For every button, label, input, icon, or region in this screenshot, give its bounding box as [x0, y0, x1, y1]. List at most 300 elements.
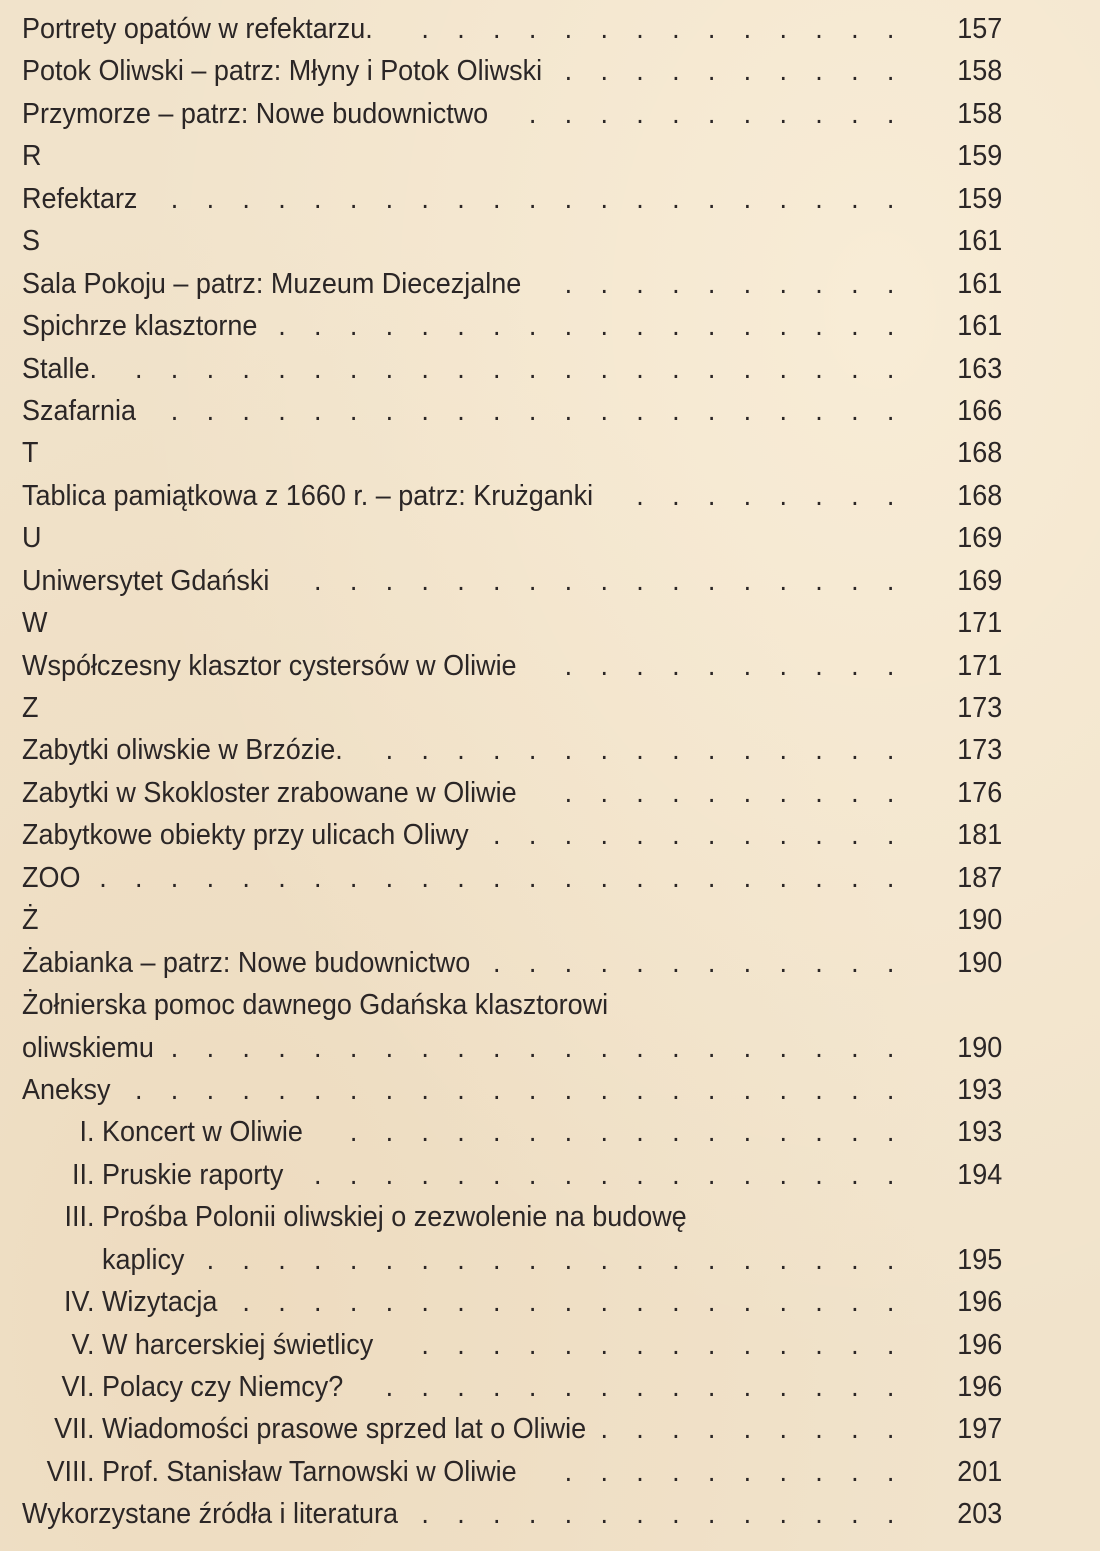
leader-dot: . [672, 1328, 680, 1361]
leader-dot: . [385, 1371, 394, 1403]
leader-dot: . [707, 734, 716, 767]
leader-dot: . [636, 1243, 644, 1276]
leader-dot: . [743, 310, 752, 343]
leader-dot: . [779, 1116, 787, 1149]
dot-leader [22, 178, 1002, 220]
leader-dot: . [743, 352, 752, 385]
leader-dot: . [886, 352, 895, 385]
dot-leader [22, 1154, 1002, 1196]
leader-dot: . [779, 861, 787, 894]
leader-dot: . [600, 649, 608, 682]
leader-dot: . [457, 1073, 465, 1106]
leader-dot: . [743, 649, 752, 682]
toc-entry [22, 390, 1002, 432]
leader-dot: . [851, 310, 859, 343]
leader-dot: . [707, 1328, 716, 1361]
entry-title-text: kaplicy [101, 1243, 185, 1276]
leader-dot: . [564, 1073, 573, 1106]
leader-dot: . [564, 1371, 573, 1403]
leader-dot: . [672, 1498, 680, 1531]
leader-dot: . [636, 97, 644, 130]
leader-dot: . [314, 310, 322, 343]
leader-dot: . [528, 310, 537, 343]
leader-dot: . [457, 1286, 465, 1319]
leader-dot: . [278, 352, 286, 385]
leader-dot: . [851, 1031, 859, 1064]
toc-entry [22, 305, 1002, 347]
leader-dot: . [349, 861, 358, 894]
leader-dot: . [636, 267, 644, 300]
leader-dot: . [636, 1328, 644, 1361]
leader-dot: . [349, 1158, 358, 1191]
entry-title-text: Wizytacja [101, 1286, 218, 1319]
leader-dot: . [600, 1413, 608, 1446]
toc-entry [22, 475, 1002, 517]
leader-dot: . [564, 394, 573, 427]
leader-dot: . [707, 97, 716, 130]
leader-dot: . [707, 1243, 716, 1276]
leader-dot: . [278, 1031, 286, 1064]
leader-dot: . [779, 1073, 787, 1106]
leader-dot: . [815, 352, 823, 385]
dot-leader [22, 1239, 1002, 1281]
leader-dot: . [385, 352, 394, 385]
leader-dot: . [278, 1286, 286, 1319]
leader-dot: . [779, 1158, 787, 1191]
leader-dot: . [743, 479, 752, 512]
toc-entry [22, 135, 1002, 177]
leader-dot: . [672, 564, 680, 597]
leader-dot: . [636, 734, 644, 767]
leader-dot: . [421, 861, 429, 894]
leader-dot: . [314, 394, 322, 427]
leader-dot: . [779, 1243, 787, 1276]
toc-entry [22, 942, 1002, 984]
leader-dot: . [493, 182, 501, 215]
page-number: 193 [957, 1073, 1003, 1106]
leader-dot: . [170, 394, 179, 427]
leader-dot: . [564, 1116, 573, 1149]
leader-dot: . [815, 1371, 823, 1403]
dot-leader [22, 772, 1002, 814]
leader-dot: . [815, 946, 823, 979]
leader-dot: . [134, 352, 143, 385]
leader-dot: . [851, 1371, 859, 1403]
leader-dot: . [851, 55, 859, 88]
leader-dot: . [421, 182, 429, 215]
leader-dot: . [600, 1158, 608, 1191]
leader-dot: . [385, 1073, 394, 1106]
leader-dot: . [707, 946, 716, 979]
leader-dot: . [134, 1073, 143, 1106]
leader-dot: . [851, 564, 859, 597]
leader-dot: . [851, 1073, 859, 1106]
leader-dot: . [851, 1116, 859, 1149]
leader-dot: . [886, 649, 895, 682]
toc-entry [22, 602, 1002, 644]
leader-dot: . [636, 352, 644, 385]
leader-dot: . [886, 1286, 895, 1319]
leader-dot: . [421, 1158, 429, 1191]
leader-dot: . [206, 1243, 215, 1276]
leader-dot: . [564, 1031, 573, 1064]
leader-dot: . [707, 1371, 716, 1403]
leader-dot: . [707, 1498, 716, 1531]
leader-dot: . [851, 1413, 859, 1446]
leader-dot: . [743, 1073, 752, 1106]
page-number: 196 [957, 1286, 1003, 1319]
leader-dot: . [707, 1073, 716, 1106]
leader-dot: . [707, 1286, 716, 1319]
leader-dot: . [493, 1031, 501, 1064]
leader-dot: . [600, 946, 608, 979]
leader-dot: . [564, 734, 573, 767]
toc-entry [22, 517, 1002, 559]
entry-title: Szafarnia [22, 394, 136, 427]
toc-entry [22, 1196, 1002, 1238]
leader-dot: . [743, 734, 752, 767]
leader-dot: . [421, 1243, 429, 1276]
leader-dot: . [493, 564, 501, 597]
leader-dot: . [600, 776, 608, 809]
leader-dot: . [385, 394, 394, 427]
leader-dot: . [99, 861, 107, 894]
toc-entry [22, 560, 1002, 602]
leader-dot: . [385, 1031, 394, 1064]
dot-leader [22, 1451, 1002, 1493]
leader-dot: . [886, 1243, 895, 1276]
page-number: 161 [957, 267, 1003, 300]
leader-dot: . [743, 1116, 752, 1149]
leader-dot: . [779, 97, 787, 130]
leader-dot: . [672, 1371, 680, 1403]
leader-dot: . [349, 1286, 358, 1319]
leader-dot: . [349, 310, 358, 343]
toc-entry [22, 50, 1002, 92]
leader-dot: . [851, 182, 859, 215]
leader-dot: . [600, 1455, 608, 1488]
leader-dot: . [600, 97, 608, 130]
leader-dot: . [636, 1413, 644, 1446]
leader-dot: . [779, 1455, 787, 1488]
leader-dot: . [564, 776, 573, 809]
leader-dot: . [242, 182, 250, 215]
page-number: 158 [957, 97, 1003, 130]
leader-dot: . [743, 13, 752, 45]
leader-dot: . [564, 564, 573, 597]
leader-dot: . [779, 1286, 787, 1319]
leader-dot: . [886, 1116, 895, 1149]
leader-dot: . [886, 394, 895, 427]
leader-dot: . [600, 352, 608, 385]
leader-dot: . [886, 861, 895, 894]
leader-dot: . [779, 13, 787, 45]
leader-dot: . [815, 649, 823, 682]
entry-title-text: Pruskie raporty [101, 1158, 284, 1191]
leader-dot: . [278, 861, 286, 894]
leader-dot: . [851, 946, 859, 979]
leader-dot: . [815, 1413, 823, 1446]
page-number: 190 [957, 904, 1003, 937]
leader-dot: . [851, 394, 859, 427]
leader-dot: . [385, 1116, 394, 1149]
leader-dot: . [134, 861, 143, 894]
leader-dot: . [278, 182, 286, 215]
leader-dot: . [672, 1031, 680, 1064]
entry-title: Stalle. [22, 352, 97, 385]
leader-dot: . [421, 1328, 429, 1361]
entry-title: Ż [22, 904, 39, 937]
leader-dot: . [743, 1328, 752, 1361]
leader-dot: . [815, 182, 823, 215]
leader-dot: . [779, 479, 787, 512]
leader-dot: . [564, 649, 573, 682]
leader-dot: . [528, 97, 537, 130]
leader-dot: . [385, 564, 394, 597]
leader-dot: . [636, 1455, 644, 1488]
leader-dot: . [886, 1371, 895, 1403]
dot-leader [22, 390, 1002, 432]
leader-dot: . [707, 1455, 716, 1488]
leader-dot: . [815, 564, 823, 597]
leader-dot: . [672, 861, 680, 894]
leader-dot: . [493, 1286, 501, 1319]
leader-dot: . [886, 267, 895, 300]
leader-dot: . [851, 479, 859, 512]
leader-dot: . [886, 1498, 895, 1531]
entry-title: Żołnierska pomoc dawnego Gdańska klasztorowi [22, 989, 609, 1022]
toc-entry [22, 1154, 1002, 1196]
leader-dot: . [600, 310, 608, 343]
leader-dot: . [421, 1073, 429, 1106]
leader-dot: . [314, 1031, 322, 1064]
leader-dot: . [493, 734, 501, 767]
leader-dot: . [385, 310, 394, 343]
leader-dot: . [528, 1498, 537, 1531]
leader-dot: . [564, 1286, 573, 1319]
leader-dot: . [779, 734, 787, 767]
leader-dot: . [636, 13, 644, 45]
leader-dot: . [743, 1413, 752, 1446]
leader-dot: . [672, 1455, 680, 1488]
leader-dot: . [815, 13, 823, 45]
leader-dot: . [815, 1328, 823, 1361]
leader-dot: . [528, 352, 537, 385]
leader-dot: . [600, 13, 608, 45]
dot-leader [22, 645, 1002, 687]
page-number: 171 [957, 649, 1003, 682]
leader-dot: . [815, 55, 823, 88]
leader-dot: . [528, 819, 537, 852]
entry-title: R [22, 140, 42, 173]
toc-entry [22, 8, 1002, 50]
leader-dot: . [349, 394, 358, 427]
leader-dot: . [564, 1158, 573, 1191]
toc-entry [22, 93, 1002, 135]
leader-dot: . [457, 734, 465, 767]
leader-dot: . [600, 1328, 608, 1361]
leader-dot: . [242, 394, 250, 427]
leader-dot: . [314, 1073, 322, 1106]
entry-title: Zabytki w Skokloster zrabowane w Oliwie [22, 776, 517, 809]
toc-entry [22, 687, 1002, 729]
leader-dot: . [779, 394, 787, 427]
leader-dot: . [385, 861, 394, 894]
leader-dot: . [564, 55, 573, 88]
leader-dot: . [743, 1286, 752, 1319]
entry-title: U [22, 522, 42, 555]
leader-dot: . [743, 182, 752, 215]
leader-dot: . [672, 1286, 680, 1319]
dot-leader [22, 942, 1002, 984]
leader-dot: . [600, 1371, 608, 1403]
leader-dot: . [886, 946, 895, 979]
leader-dot: . [815, 1031, 823, 1064]
leader-dot: . [636, 776, 644, 809]
leader-dot: . [493, 1328, 501, 1361]
leader-dot: . [314, 182, 322, 215]
page-number: 196 [957, 1328, 1003, 1361]
dot-leader [22, 50, 1002, 92]
leader-dot: . [636, 182, 644, 215]
leader-dot: . [672, 1158, 680, 1191]
leader-dot: . [457, 1116, 465, 1149]
page-number: 158 [957, 55, 1003, 88]
leader-dot: . [779, 182, 787, 215]
leader-dot: . [672, 394, 680, 427]
leader-dot: . [779, 946, 787, 979]
page-number: 193 [957, 1116, 1003, 1149]
leader-dot: . [206, 182, 215, 215]
leader-dot: . [493, 1243, 501, 1276]
leader-dot: . [600, 1243, 608, 1276]
leader-dot: . [886, 1455, 895, 1488]
leader-dot: . [707, 776, 716, 809]
dot-leader [22, 93, 1002, 135]
entry-title: Z [22, 692, 39, 724]
annex-number: V. [71, 1328, 95, 1361]
leader-dot: . [564, 97, 573, 130]
leader-dot: . [564, 1455, 573, 1488]
leader-dot: . [672, 1243, 680, 1276]
leader-dot: . [421, 13, 429, 45]
leader-dot: . [564, 310, 573, 343]
leader-dot: . [636, 946, 644, 979]
leader-dot: . [815, 861, 823, 894]
leader-dot: . [636, 1116, 644, 1149]
leader-dot: . [528, 1286, 537, 1319]
leader-dot: . [886, 97, 895, 130]
leader-dot: . [779, 55, 787, 88]
leader-dot: . [600, 394, 608, 427]
leader-dot: . [457, 861, 465, 894]
leader-dot: . [779, 1413, 787, 1446]
leader-dot: . [421, 1498, 429, 1531]
leader-dot: . [457, 1243, 465, 1276]
page-number: 203 [957, 1498, 1003, 1531]
leader-dot: . [851, 819, 859, 852]
leader-dot: . [528, 13, 537, 45]
toc-entry [22, 984, 1002, 1026]
leader-dot: . [421, 1286, 429, 1319]
leader-dot: . [528, 394, 537, 427]
leader-dot: . [815, 1498, 823, 1531]
leader-dot: . [278, 1073, 286, 1106]
dot-leader [22, 8, 1002, 50]
leader-dot: . [206, 1031, 215, 1064]
leader-dot: . [743, 564, 752, 597]
leader-dot: . [779, 1498, 787, 1531]
leader-dot: . [636, 1158, 644, 1191]
dot-leader [22, 1069, 1002, 1111]
dot-leader [22, 348, 1002, 390]
leader-dot: . [493, 13, 501, 45]
page-number: 163 [957, 352, 1003, 385]
leader-dot: . [457, 13, 465, 45]
annex-number: VII. [54, 1413, 95, 1446]
leader-dot: . [779, 564, 787, 597]
leader-dot: . [815, 267, 823, 300]
leader-dot: . [743, 1455, 752, 1488]
page-number: 173 [957, 692, 1003, 724]
entry-title: Żabianka – patrz: Nowe budownictwo [22, 946, 471, 979]
leader-dot: . [886, 1031, 895, 1064]
entry-title: Spichrze klasztorne [22, 310, 258, 343]
leader-dot: . [672, 946, 680, 979]
leader-dot: . [528, 946, 537, 979]
toc-entry [22, 1069, 1002, 1111]
leader-dot: . [779, 310, 787, 343]
leader-dot: . [886, 564, 895, 597]
leader-dot: . [349, 1116, 358, 1149]
leader-dot: . [349, 352, 358, 385]
leader-dot: . [385, 734, 394, 767]
leader-dot: . [851, 734, 859, 767]
page-number: 190 [957, 946, 1003, 979]
leader-dot: . [672, 1073, 680, 1106]
leader-dot: . [672, 97, 680, 130]
leader-dot: . [743, 861, 752, 894]
leader-dot: . [528, 1031, 537, 1064]
leader-dot: . [707, 310, 716, 343]
leader-dot: . [493, 352, 501, 385]
dot-leader [22, 1366, 1002, 1408]
annex-number: II. [72, 1158, 95, 1191]
entry-title-text: Prośba Polonii oliwskiej o zezwolenie na budowę [101, 1201, 687, 1234]
page-number: 159 [957, 182, 1003, 215]
leader-dot: . [493, 310, 501, 343]
leader-dot: . [636, 1286, 644, 1319]
page-number: 161 [957, 225, 1003, 258]
leader-dot: . [493, 946, 501, 979]
leader-dot: . [457, 564, 465, 597]
leader-dot: . [886, 13, 895, 45]
leader-dot: . [314, 1243, 322, 1276]
leader-dot: . [672, 55, 680, 88]
toc-entry [22, 1111, 1002, 1153]
leader-dot: . [493, 1073, 501, 1106]
dot-leader [22, 475, 1002, 517]
leader-dot: . [672, 1116, 680, 1149]
leader-dot: . [564, 13, 573, 45]
leader-dot: . [672, 310, 680, 343]
dot-leader [22, 1408, 1002, 1450]
leader-dot: . [851, 1286, 859, 1319]
toc-entry [22, 348, 1002, 390]
leader-dot: . [206, 352, 215, 385]
leader-dot: . [886, 819, 895, 852]
leader-dot: . [636, 1498, 644, 1531]
